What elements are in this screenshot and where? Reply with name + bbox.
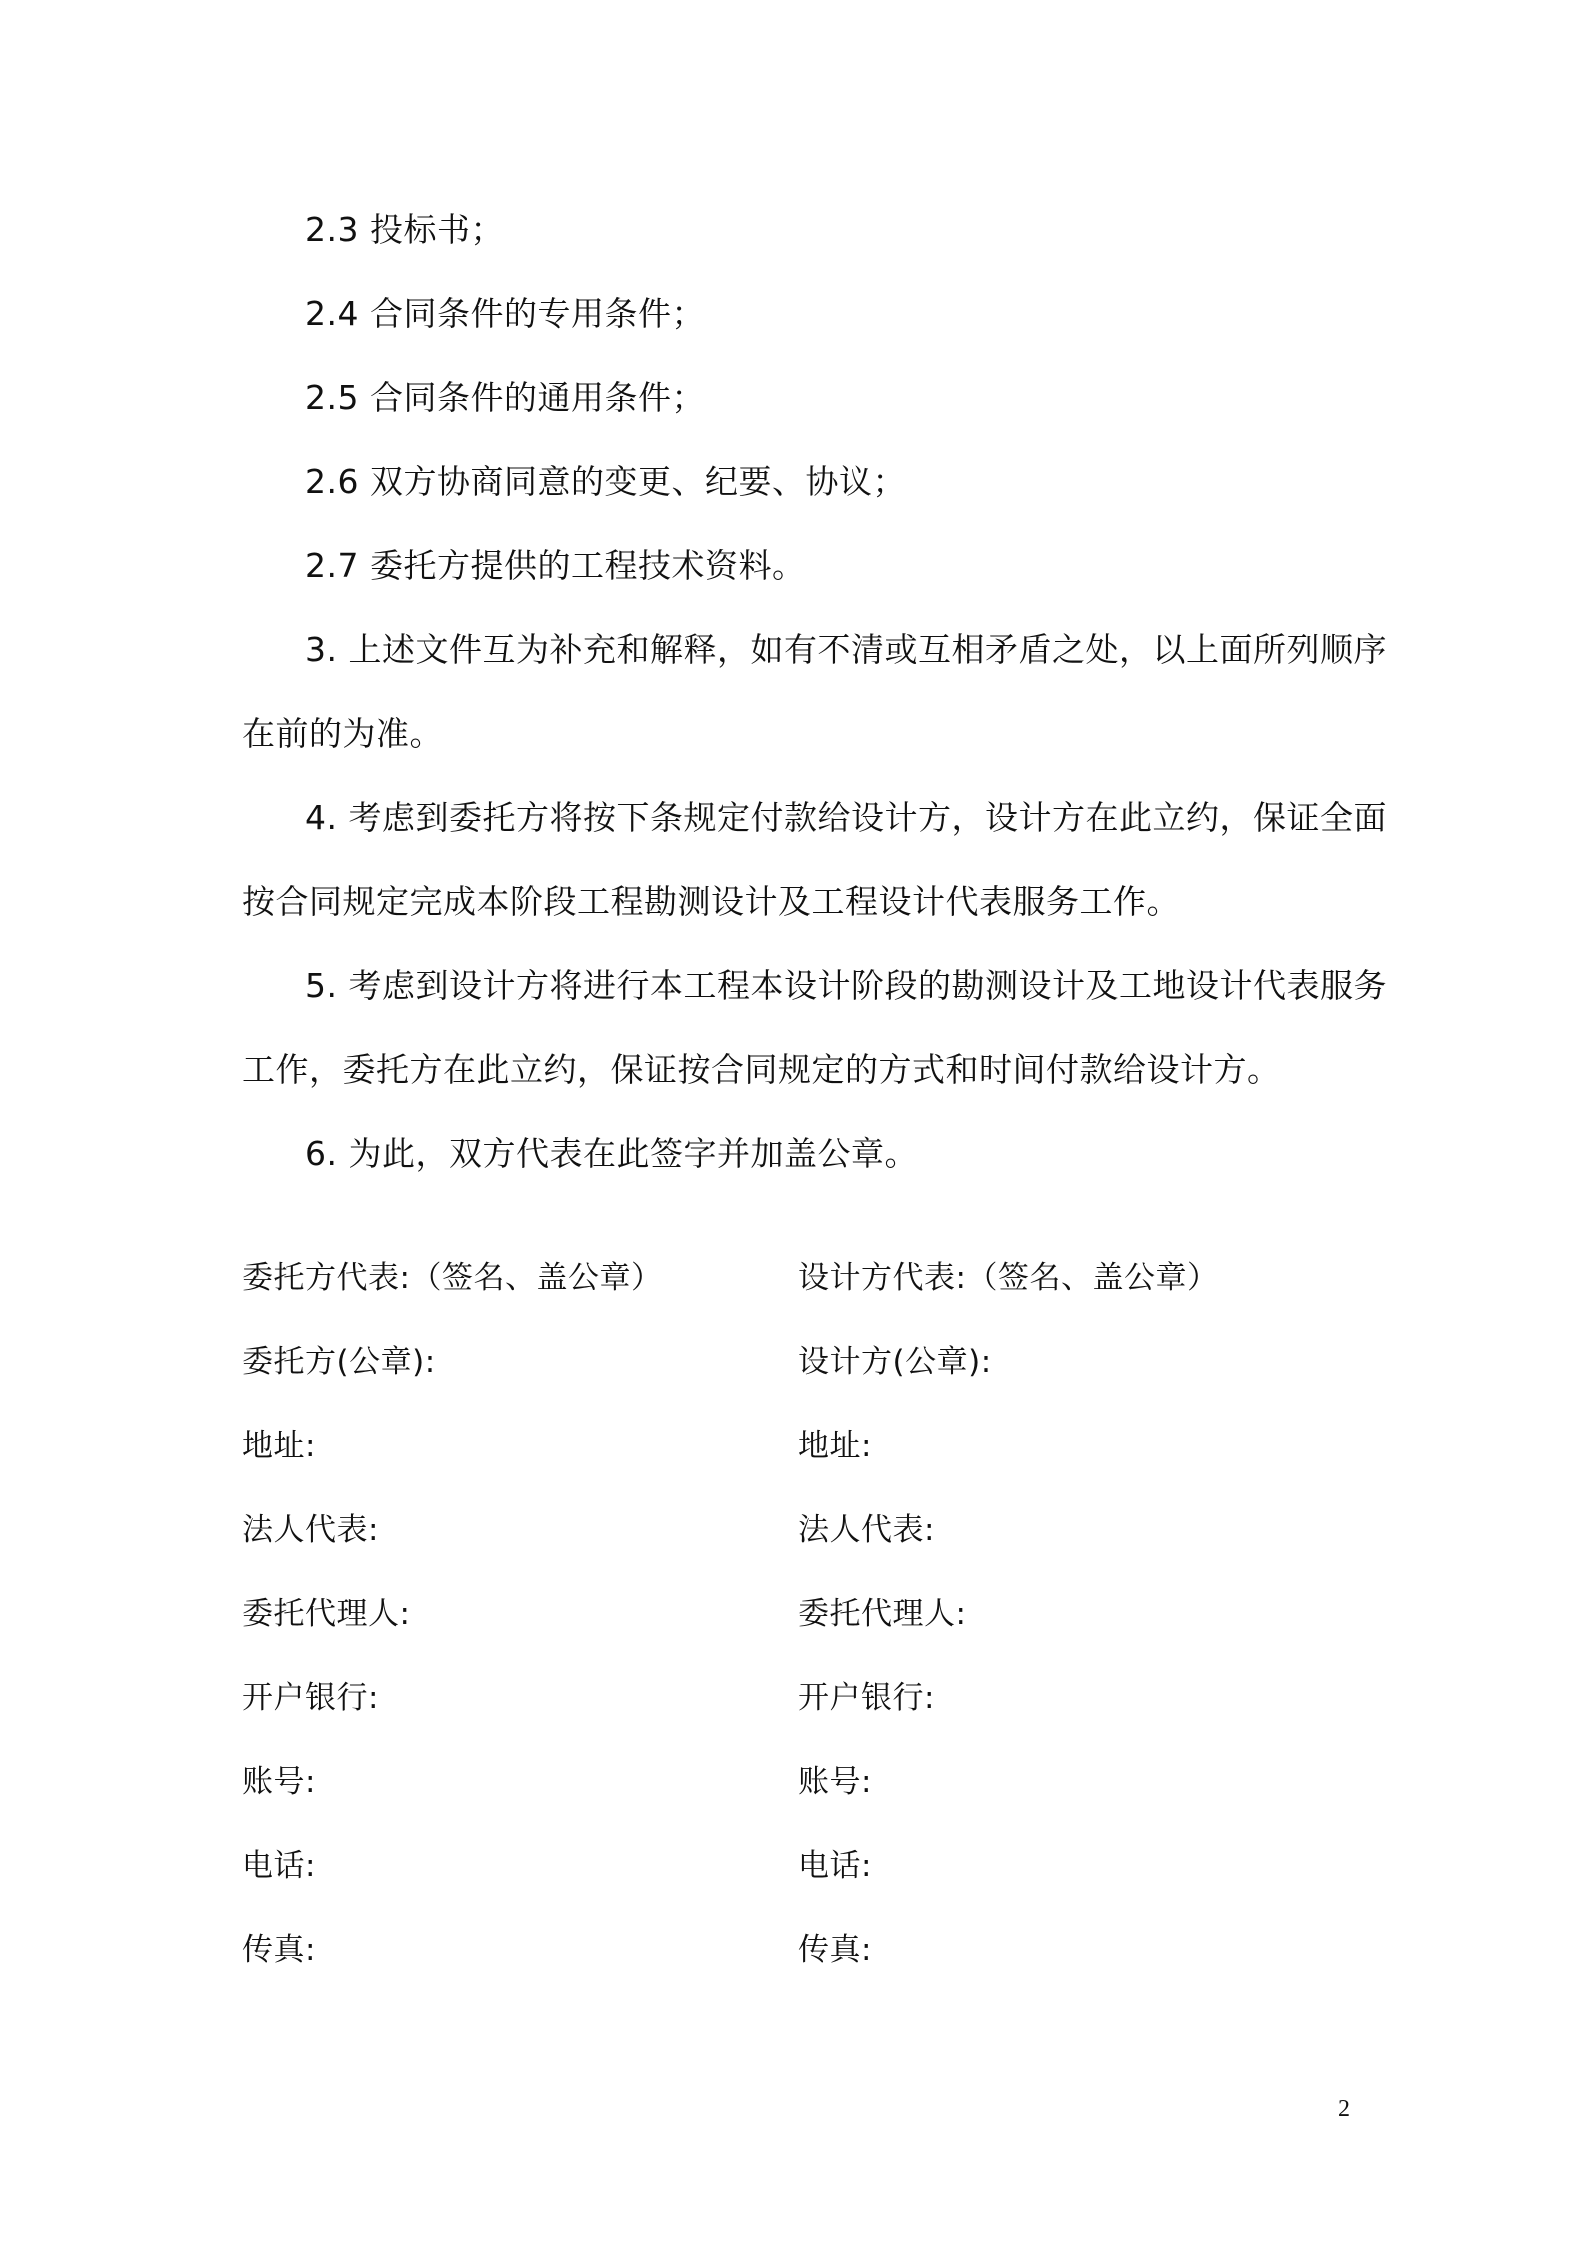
clause-2-4: 2.4 合同条件的专用条件； <box>305 294 705 333</box>
client-agent-label: 委托代理人: <box>242 1596 411 1632</box>
client-bank-label: 开户银行: <box>242 1680 379 1716</box>
designer-bank-label: 开户银行: <box>798 1680 935 1716</box>
clause-4-line-2: 按合同规定完成本阶段工程勘测设计及工程设计代表服务工作。 <box>242 882 1180 921</box>
client-address-label: 地址: <box>242 1428 316 1464</box>
clause-2-5: 2.5 合同条件的通用条件； <box>305 378 705 417</box>
client-seal-label: 委托方(公章): <box>242 1344 436 1380</box>
clause-6: 6. 为此，双方代表在此签字并加盖公章。 <box>305 1134 918 1173</box>
clause-3-line-2: 在前的为准。 <box>242 714 443 753</box>
client-phone-label: 电话: <box>242 1848 316 1884</box>
client-legal-rep-label: 法人代表: <box>242 1512 379 1548</box>
clause-3-line-1: 3. 上述文件互为补充和解释，如有不清或互相矛盾之处，以上面所列顺序 <box>305 630 1387 669</box>
client-account-label: 账号: <box>242 1764 316 1800</box>
client-fax-label: 传真: <box>242 1932 316 1968</box>
clause-2-3: 2.3 投标书； <box>305 210 504 249</box>
designer-account-label: 账号: <box>798 1764 872 1800</box>
clause-5-line-1: 5. 考虑到设计方将进行本工程本设计阶段的勘测设计及工地设计代表服务 <box>305 966 1387 1005</box>
designer-phone-label: 电话: <box>798 1848 872 1884</box>
designer-seal-label: 设计方(公章): <box>798 1344 992 1380</box>
designer-agent-label: 委托代理人: <box>798 1596 967 1632</box>
client-representative-label: 委托方代表:（签名、盖公章） <box>242 1260 663 1296</box>
clause-2-6: 2.6 双方协商同意的变更、纪要、协议； <box>305 462 906 501</box>
clause-5-line-2: 工作，委托方在此立约，保证按合同规定的方式和时间付款给设计方。 <box>242 1050 1281 1089</box>
designer-legal-rep-label: 法人代表: <box>798 1512 935 1548</box>
clause-4-line-1: 4. 考虑到委托方将按下条规定付款给设计方，设计方在此立约，保证全面 <box>305 798 1387 837</box>
designer-address-label: 地址: <box>798 1428 872 1464</box>
page-number: 2 <box>1338 2096 1350 2122</box>
clause-2-7: 2.7 委托方提供的工程技术资料。 <box>305 546 806 585</box>
designer-representative-label: 设计方代表:（签名、盖公章） <box>798 1260 1219 1296</box>
designer-fax-label: 传真: <box>798 1932 872 1968</box>
